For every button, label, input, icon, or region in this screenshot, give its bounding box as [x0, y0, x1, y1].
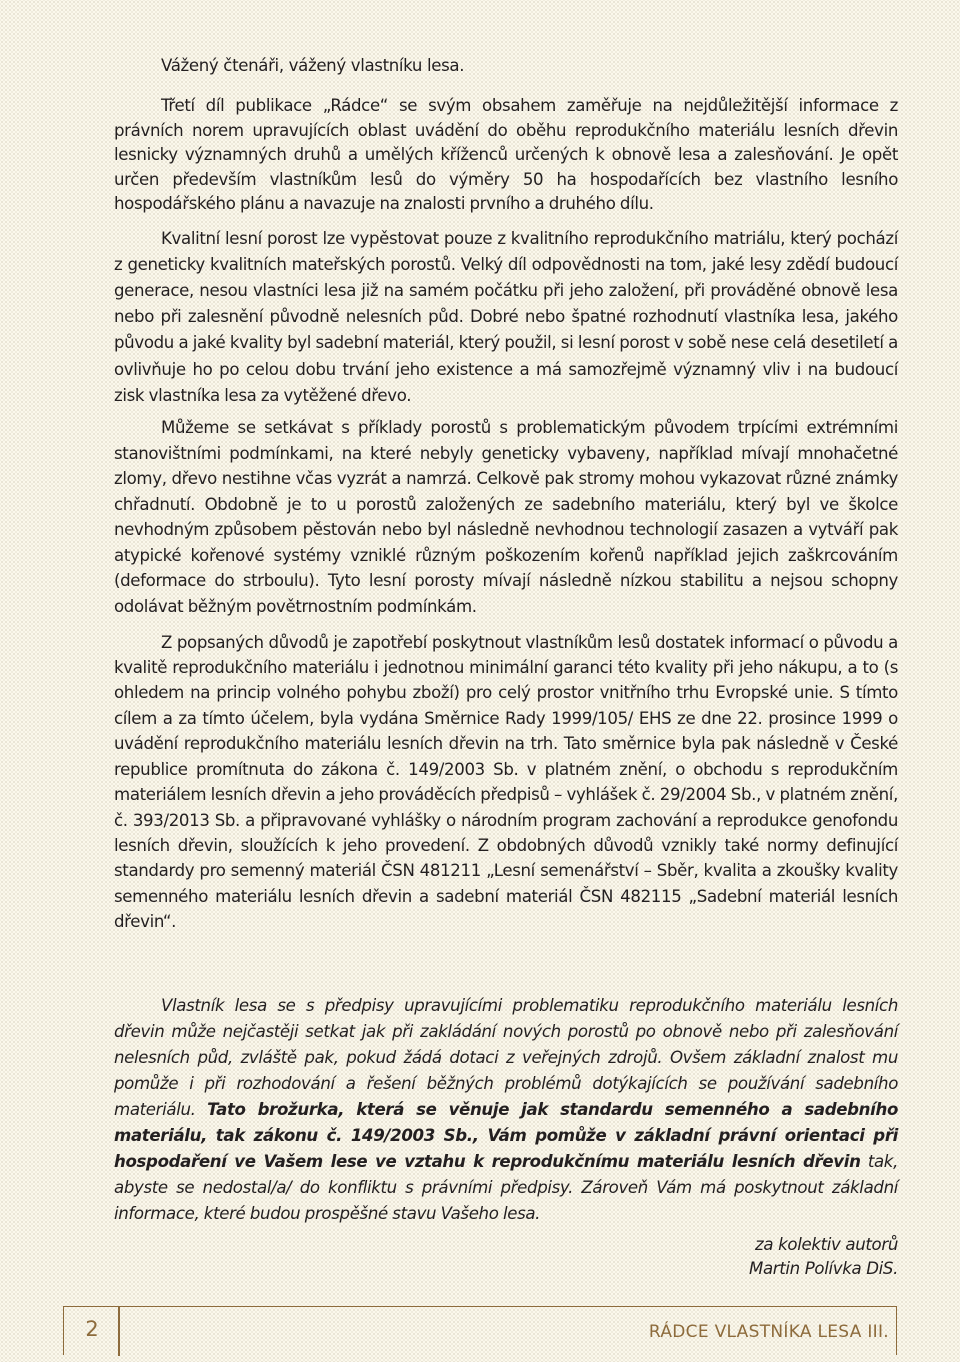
paragraph-intro: Třetí díl publikace „Rádce“ se svým obsahem zaměřuje na nejdůležitější informace z právních norem upravujících oblast uvádění do oběhu reprodukčního materiálu lesních dřevin lesnicky významných druhů a umělých kříženců určených k obnově lesa a zalesňování. Je opět určen především vlastníkům lesů do výměry 50 ha hospodařících bez vlastního lesního hospodářského plánu a navazuje na znalosti prvního a druhého dílu.: [114, 96, 898, 213]
italic-summary-emphasis: Tato brožurka, která se věnuje jak standardu semenného a sadebního materiálu, tak zákonu č. 149/2003 Sb., Vám pomůže v základní právní orientaci při hospodaření ve Vašem lese ve vztahu k reprodukčnímu materiálu lesních dřevin: [114, 1100, 898, 1171]
signature-line-collective: za kolektiv autorů: [755, 1235, 898, 1254]
paragraph-quality-stand: Kvalitní lesní porost lze vypěstovat pouze z kvalitního reprodukčního matriálu, který pochází z geneticky kvalitních mateřských porostů. Velký díl odpovědnosti na tom, jaké lesy zdědí budoucí generace, nesou vlastníci lesa již na samém počátku při jeho založení, při prováděné obnově lesa nebo při zalesnění původně nelesních půd. Dobré nebo špatné rozhodnutí vlastníka lesa, jakého původu a jaké kvality byl sadební materiál, který použil, si lesní porost v sobě nese celá desetiletí a ovlivňuje ho po celou dobu trvání jeho existence a má samozřejmě významný vliv i na budoucí zisk vlastníka lesa za vytěžené dřevo.: [114, 228, 898, 405]
body-text: [114, 94, 898, 944]
signature-author-name: Martin Polívka DiS.: [748, 1259, 898, 1278]
greeting: Vážený čtenáři, vážený vlastníku lesa.: [161, 56, 465, 75]
footer: [63, 1306, 897, 1355]
footer-publication-title: RÁDCE VLASTNÍKA LESA III.: [648, 1322, 889, 1342]
paragraph-problem-stands: Můžeme se setkávat s příklady porostů s problematickým původem trpícími extrémními stanovištními podmínkami, na které nebyly geneticky vybaveny, například mívají mnohačetné zlomy, dřevo nestihne včas vyzrát a namrzá. Celkově pak stromy mohou vykazovat různé známky chřadnutí. Obdobně je to u porostů založených ze sadebního materiálu, který byl ve školce nevhodným způsobem pěstován nebo byl následně nevhodnou technologií zasazen a vytváří pak atypické kořenové systémy vzniklé různým poškozením kořenů například jejich zaškrcováním (deformace do strboulu). Tyto lesní porosty mívají následně nízkou stabilitu a nejsou schopny odolávat běžným povětrnostním podmínkám.: [114, 417, 898, 617]
signature: [749, 1233, 898, 1281]
footer-divider: [118, 1307, 120, 1356]
page-number: 2: [85, 1317, 99, 1341]
italic-summary-end: tak, abyste se nedostal/a/ do konfliktu s právními předpisy. Zároveň Vám má poskytnout základní informace, které budou prospěšné stavu Vašeho lesa.: [114, 1152, 898, 1223]
italic-summary: [114, 993, 898, 1227]
paragraph-legislation: Z popsaných důvodů je zapotřebí poskytnout vlastníkům lesů dostatek informací o původu a kvalitě reprodukčního materiálu i jednotnou minimální garanci této kvality při jeho nákupu, a to (s ohledem na princip volného pohybu zboží) pro celý prostor vnitřního trhu Evropské unie. S tímto cílem a za tímto účelem, byla vydána Směrnice Rady 1999/105/ EHS ze dne 22. prosince 1999 o uvádění reprodukčního materiálu lesních dřevin na trh. Tato směrnice byla pak následně v České republice promítnuta do zákona č. 149/2003 Sb. v platném znění, o obchodu s reprodukčním materiálem lesních dřevin a jeho prováděcích předpisů – vyhlášek č. 29/2004 Sb., v platném znění, č. 393/2013 Sb. a připravované vyhlášky o národním program zachování a reprodukce genofondu lesních dřevin, sloužících k jeho provedení. Z obdobných důvodů vznikly také normy definující standardy pro semenný materiál ČSN 481211 „Lesní semenářství – Sběr, kvalita a zkoušky kvality semenného materiálu lesních dřevin a sadební materiál ČSN 482115 „Sadební materiál lesních dřevin“.: [114, 632, 898, 932]
italic-summary-intro: Vlastník lesa se s předpisy upravujícími problematiku reprodukčního materiálu lesních dřevin může nejčastěji setkat jak při zakládání nových porostů po obnově nebo při zalesňování nelesních půd, zvláště pak, pokud žádá dotaci z veřejných zdrojů. Ovšem základní znalost mu pomůže i při rozhodování a řešení běžných problémů dotýkajících se používání sadebního materiálu.: [114, 996, 898, 1119]
